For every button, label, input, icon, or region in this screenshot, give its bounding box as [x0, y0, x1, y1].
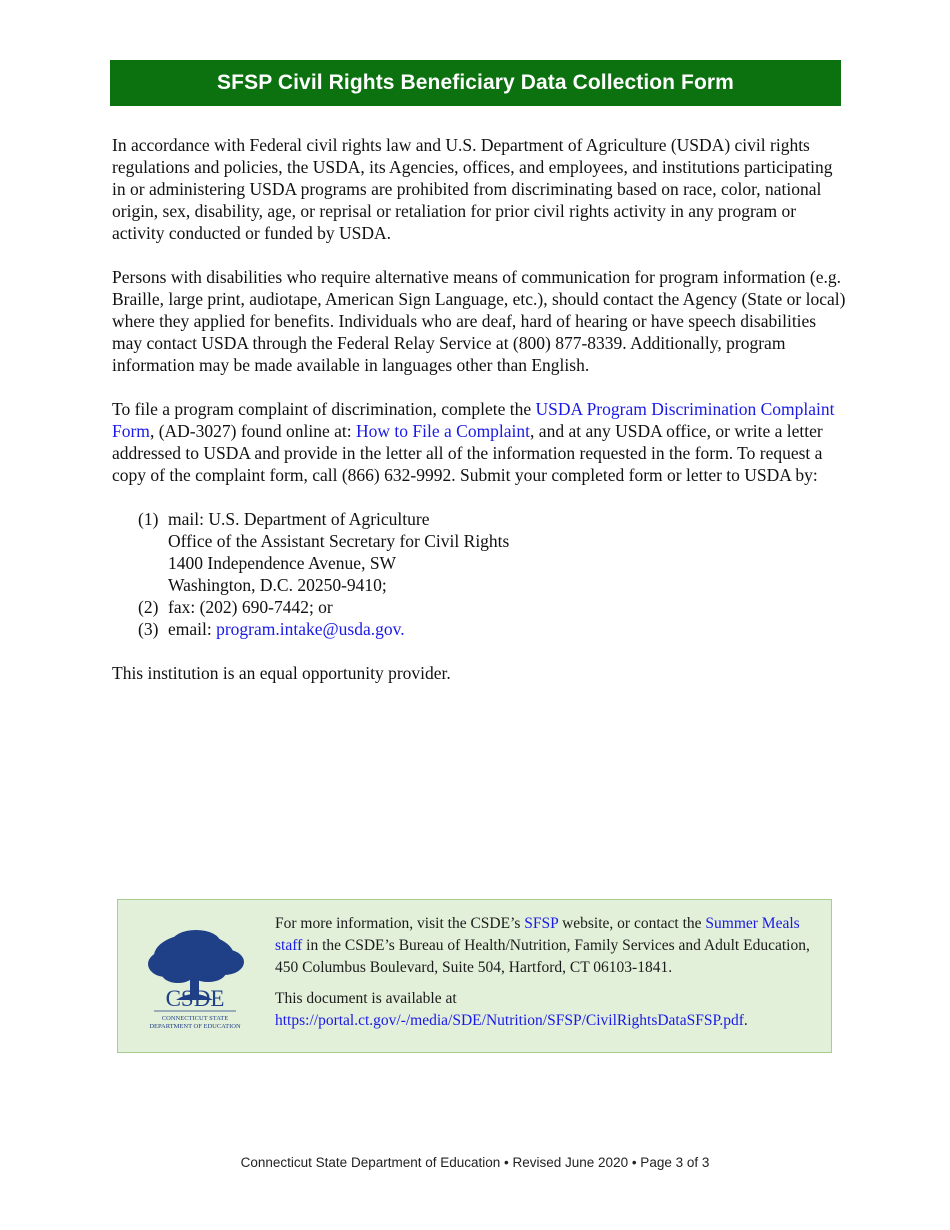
mail-address	[168, 508, 847, 596]
list-item	[112, 596, 847, 618]
mail-line: Washington, D.C. 20250-9410;	[168, 575, 387, 595]
info-text	[275, 913, 823, 1041]
info-box	[117, 899, 832, 1053]
equal-opportunity-statement: This institution is an equal opportunity provider.	[112, 663, 451, 683]
url-post: .	[743, 1012, 748, 1029]
complaint-paragraph	[112, 398, 847, 486]
civil-rights-paragraph: In accordance with Federal civil rights law and U.S. Department of Agriculture (USDA) civil rights regulations and policies, the USDA, its Agencies, offices, and employees, and institutions participating in or administering USDA programs are prohibited from discriminating based on race, color, national origin, sex, disability, age, or reprisal or retaliation for prior civil rights activity in any program or activity conducted or funded by USDA.	[112, 135, 833, 243]
form-title-banner	[110, 60, 841, 106]
email-line	[168, 618, 847, 640]
list-item	[112, 508, 847, 596]
complaint-text-post: , and at any USDA office, or write a letter addressed to USDA and provide in the letter all of the information requested in the form. To request a copy of the complaint form, call (866) 632-9992. Submit your completed form or letter to USDA by:	[112, 421, 823, 485]
form-title: SFSP Civil Rights Beneficiary Data Collection Form	[217, 71, 734, 94]
contact-post: in the CSDE’s Bureau of Health/Nutrition, Family Services and Adult Education, 450 Columbus Boulevard, Suite 504, Hartford, CT 06103-1841.	[275, 937, 810, 976]
complaint-text-pre: To file a program complaint of discrimination, complete the	[112, 399, 536, 419]
sfsp-link[interactable]: SFSP	[524, 915, 559, 932]
page-footer: Connecticut State Department of Education • Revised June 2020 • Page 3 of 3	[240, 1155, 710, 1170]
contact-pre: For more information, visit the CSDE’s	[275, 915, 525, 932]
url-pre: This document is available at	[275, 990, 457, 1007]
email-link[interactable]: program.intake@usda.gov.	[216, 619, 405, 639]
list-number: (3)	[138, 619, 159, 639]
how-to-file-link[interactable]: How to File a Complaint	[356, 421, 531, 441]
disabilities-paragraph: Persons with disabilities who require alternative means of communication for program information (e.g. Braille, large print, audiotape, American Sign Language, etc.), should contact the Agency (State or local) where they applied for benefits. Individuals who are deaf, hard of hearing or have speech disabilities may contact USDA through the Federal Relay Service at (800) 877-8339. Additionally, program information may be made available in languages other than English.	[112, 267, 846, 375]
document-url-link[interactable]: https://portal.ct.gov/-/media/SDE/Nutrition/SFSP/CivilRightsDataSFSP.pdf	[275, 1012, 744, 1029]
document-body	[112, 134, 847, 706]
mail-line: Office of the Assistant Secretary for Civil Rights	[168, 531, 510, 551]
logo-line2: DEPARTMENT OF EDUCATION	[149, 1023, 241, 1030]
complaint-text-mid: , (AD-3027) found online at:	[149, 421, 357, 441]
mail-line: 1400 Independence Avenue, SW	[168, 553, 397, 573]
list-item	[112, 618, 847, 640]
contact-paragraph	[275, 913, 823, 979]
logo-acronym: CSDE	[165, 986, 225, 1011]
summer-meals-staff-link[interactable]: Summer Meals staff	[275, 915, 800, 954]
list-number: (1)	[138, 509, 159, 529]
contact-mid: website, or contact the	[558, 915, 706, 932]
mail-line: mail: U.S. Department of Agriculture	[168, 509, 430, 529]
logo-line1: CONNECTICUT STATE	[161, 1015, 229, 1022]
list-number: (2)	[138, 597, 159, 617]
complaint-form-link[interactable]: USDA Program Discrimination Complaint Form	[112, 399, 835, 441]
email-prefix: email:	[168, 619, 217, 639]
submission-methods-list	[112, 508, 847, 640]
document-url-paragraph	[275, 988, 823, 1032]
fax-text: fax: (202) 690-7442; or	[168, 597, 333, 617]
csde-logo	[136, 926, 254, 1034]
